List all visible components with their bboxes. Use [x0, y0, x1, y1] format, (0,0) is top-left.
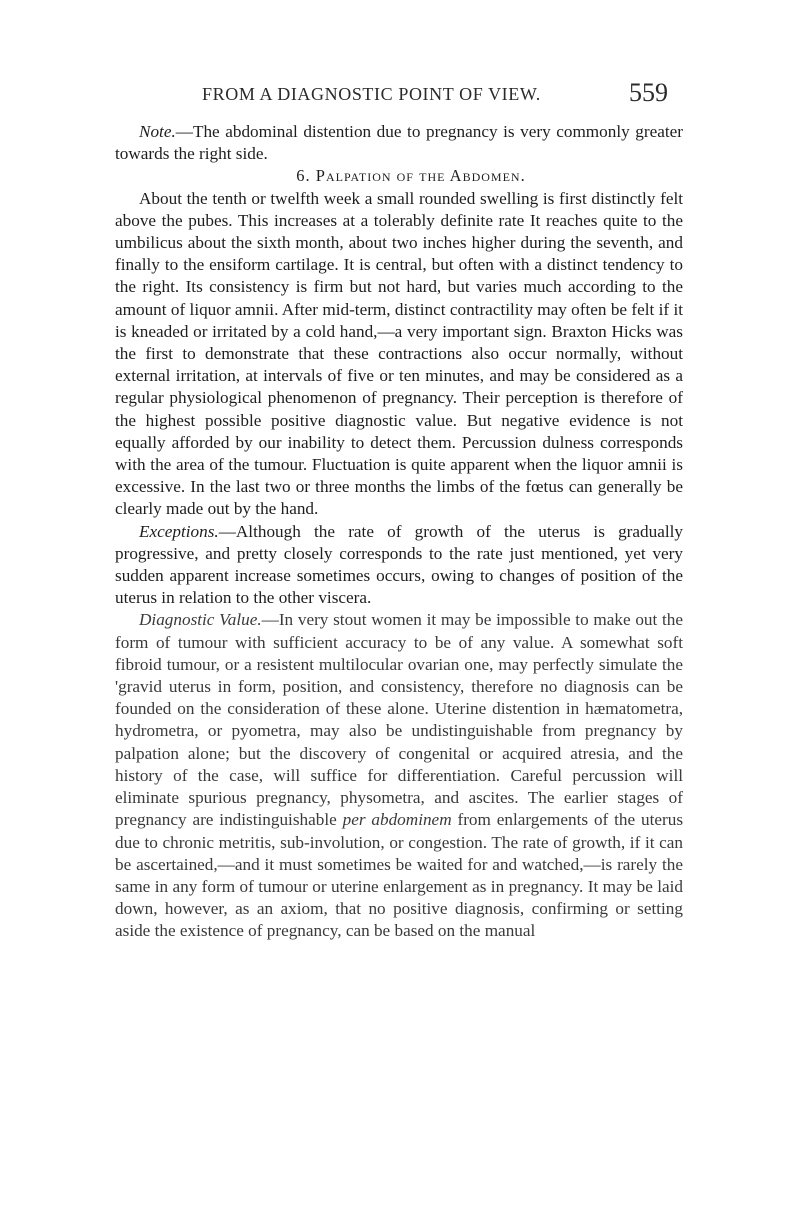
body-text — [115, 121, 683, 943]
running-head: FROM A DIAGNOSTIC POINT OF VIEW. — [202, 84, 541, 104]
latin-phrase: per abdominem — [342, 810, 452, 830]
diagnostic-value-text-1: —In very stout women it may be impossible to make out the form of tumour with sufficient accuracy to be of any value. A somewhat soft fibroid tumour, or a resistent multilocular ovarian one, may perfectly simulate the 'gravid uterus in form, position, and consistency, therefore no diagnosis can be founded on the consideration of these alone. Uterine distention in hæmatometra, hydrometra, or pyometra, may also be undistinguishable from pregnancy by palpation alone; but the discovery of congenital or acquired atresia, and the history of the case, will suffice for differentiation. Careful percussion will eliminate spurious pregnancy, physometra, and ascites. The earlier stages of pregnancy are indistinguishable — [115, 610, 683, 830]
diagnostic-value-label: Diagnostic Value. — [139, 610, 262, 630]
note-text: —The abdominal distention due to pregnancy is very commonly greater towards the right side. — [115, 122, 683, 164]
exceptions-label: Exceptions. — [139, 521, 219, 541]
exceptions-text: —Although the rate of growth of the uterus is gradually progressive, and pretty closely corresponds to the rate just mentioned, yet very sudden apparent increase sometimes occurs, owing to changes of position of the uterus in relation to the other viscera. — [115, 521, 683, 608]
note-paragraph — [115, 121, 683, 165]
section-heading: 6. Palpation of the Abdomen. — [296, 166, 526, 186]
diagnostic-value-paragraph — [115, 609, 683, 942]
page-number: 559 — [629, 78, 668, 107]
main-paragraph: About the tenth or twelfth week a small rounded swelling is first distinctly felt above the pubes. This increases at a tolerably definite rate It reaches quite to the umbilicus about the sixth month, about two inches higher during the seventh, and finally to the ensiform cartilage. It is central, but often with a distinct tendency to the right. Its consistency is firm but not hard, but varies much according to the amount of liquor amnii. After mid-term, distinct contractility may often be felt if it is kneaded or irritated by a cold hand,—a very important sign. Braxton Hicks was the first to demonstrate that these contractions also occur normally, without external irritation, at intervals of five or ten minutes, and may be considered as a regular physiological phenomenon of pregnancy. Their perception is therefore of the highest possible positive diagnostic value. But negative evidence is not equally afforded by our inability to detect them. Percussion dulness corresponds with the area of the tumour. Fluctuation is quite apparent when the liquor amnii is excessive. In the last two or three months the limbs of the fœtus can generally be clearly made out by the hand. — [115, 188, 683, 519]
diagnostic-value-text-2: from enlargements of the uterus due to chronic metritis, sub-involution, or congestion. The rate of growth, if it can be ascertained,—and it must sometimes be waited for and watched,—is rarely the same in any form of tumour or uterine enlargement as in pregnancy. It may be laid down, however, as an axiom, that no positive diagnosis, confirming or setting aside the existence of pregnancy, can be based on the manual — [115, 810, 684, 941]
note-label: Note. — [139, 122, 176, 141]
exceptions-paragraph — [115, 521, 683, 610]
